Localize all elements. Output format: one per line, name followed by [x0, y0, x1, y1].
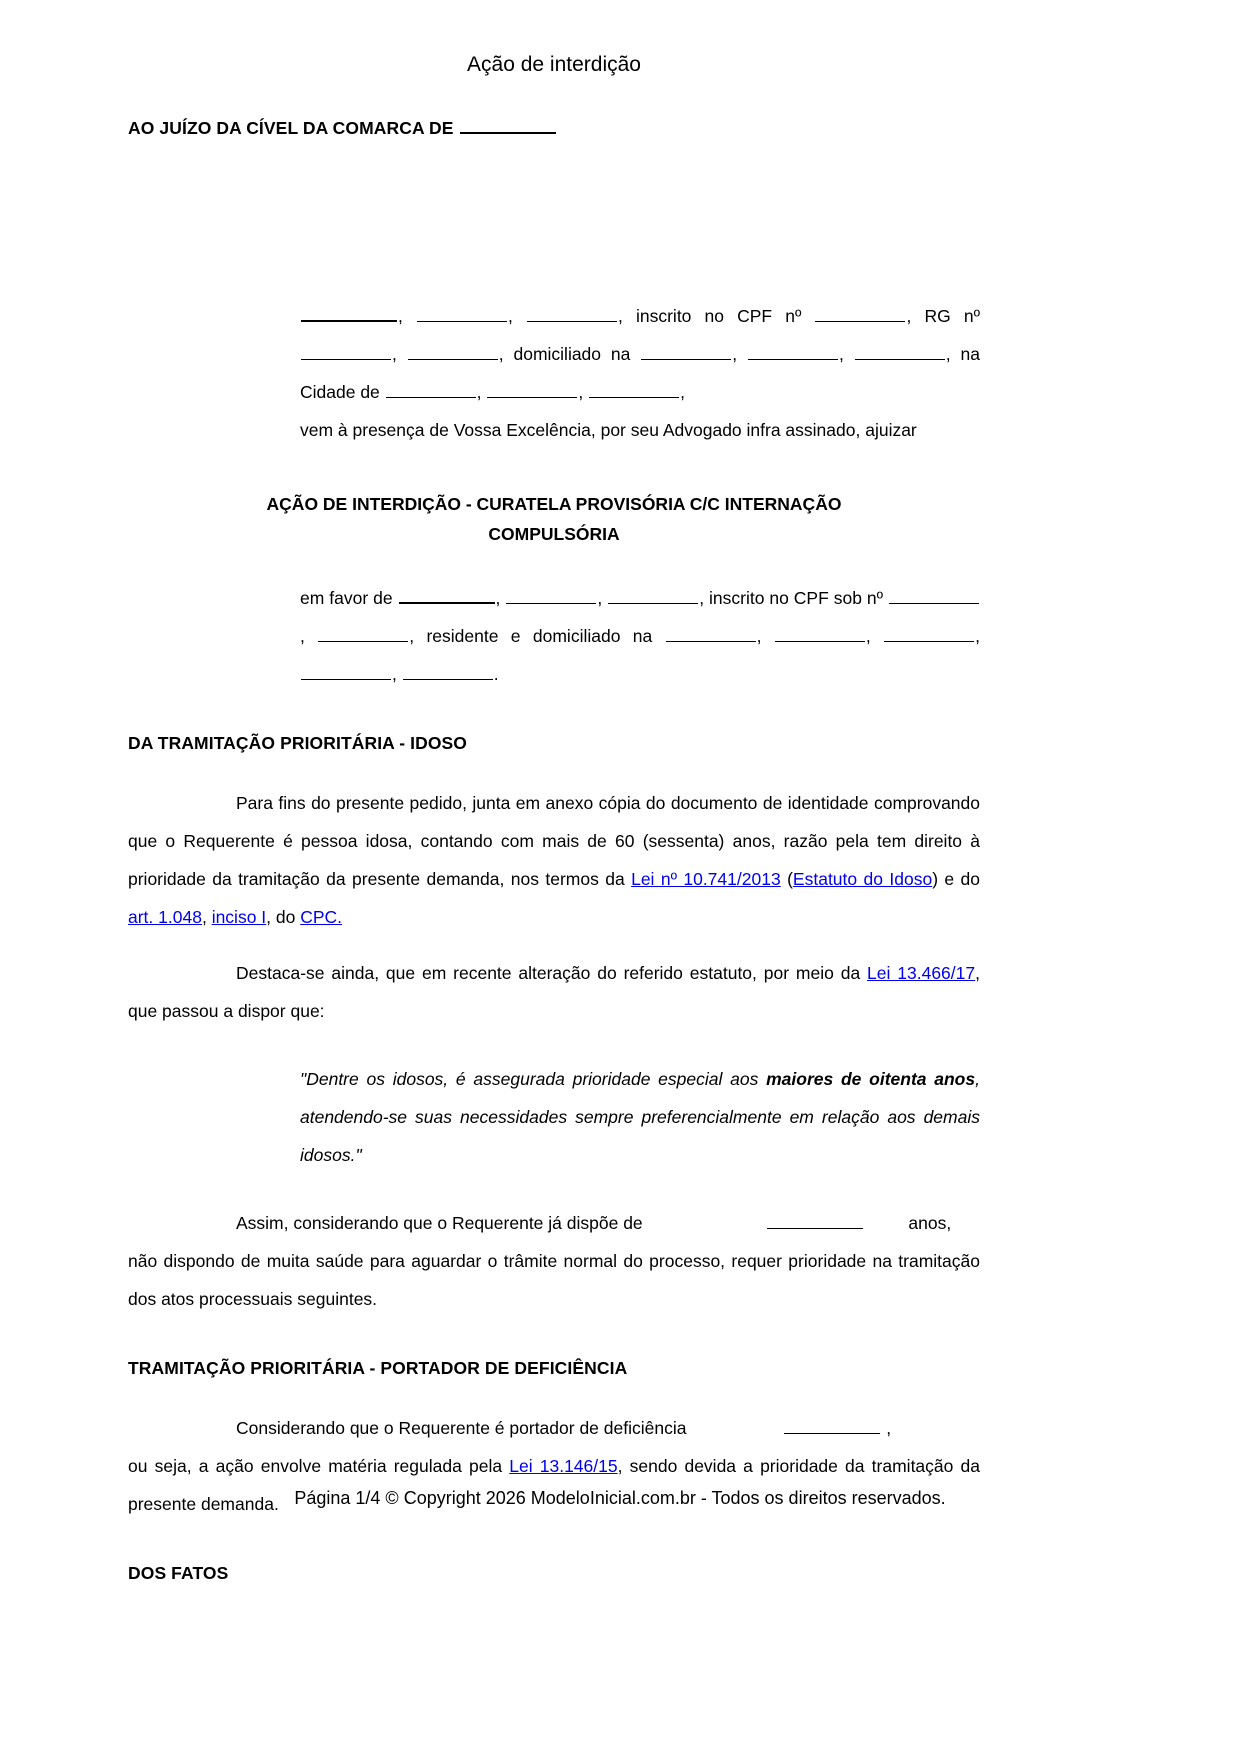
- link-lei-13146[interactable]: Lei 13.146/15: [509, 1456, 618, 1477]
- idoso-p2-text-a: Destaca-se ainda, que em recente alteração do referido estatuto, por meio da: [236, 963, 868, 984]
- interditando-nome-blank[interactable]: [399, 586, 495, 604]
- page-title: Ação de interdição: [467, 53, 641, 76]
- requerente-orgao-blank[interactable]: [408, 343, 498, 360]
- link-art-1048[interactable]: art. 1.048: [128, 907, 202, 928]
- sep-comma-9: ,: [680, 382, 686, 403]
- idoso-p1-text-b: (: [780, 869, 793, 890]
- spacer-after-case-title: [128, 549, 980, 579]
- sep2-comma-4: ,: [756, 626, 762, 647]
- vem-a-presenca-paragraph: vem à presença de Vossa Excelência, por seu Advogado infra assinado, ajuizar: [300, 420, 917, 441]
- requerente-estadocivil-blank[interactable]: [527, 305, 617, 322]
- page-footer: [0, 1488, 1240, 1509]
- case-title-line2: COMPULSÓRIA: [488, 524, 620, 545]
- idoso-paragraph-3-line1: [128, 1204, 980, 1242]
- link-lei-10741[interactable]: Lei nº 10.741/2013: [631, 869, 781, 890]
- idoso-paragraph-1: [128, 784, 980, 936]
- spacer-after-idoso-heading: [128, 754, 980, 784]
- requerente-rg-blank[interactable]: [301, 343, 391, 360]
- idoso-p3-text-a: Assim, considerando que o Requerente já dispõe de: [236, 1213, 643, 1234]
- interditando-endereco-blank[interactable]: [666, 625, 756, 642]
- spacer-before-fatos: [128, 1523, 980, 1563]
- cpf-label: , inscrito no CPF nº: [618, 306, 802, 327]
- spacer-after-deficiencia-heading: [128, 1379, 980, 1409]
- em-favor-de-label: em favor de: [300, 588, 393, 609]
- idoso-paragraph-2: [128, 954, 980, 1030]
- idade-blank[interactable]: [767, 1212, 863, 1229]
- spacer-top: [128, 139, 980, 297]
- requerente-nacionalidade-blank[interactable]: [417, 305, 507, 322]
- link-cpc[interactable]: CPC.: [300, 907, 343, 928]
- requerente-cidade-blank[interactable]: [386, 381, 476, 398]
- sep-comma-2: ,: [508, 306, 513, 327]
- sep-comma-8: ,: [578, 382, 584, 403]
- interditando-bairro-blank[interactable]: [884, 625, 974, 642]
- residente-label: , residente e domiciliado na: [409, 626, 653, 647]
- requerente-endereco-blank[interactable]: [641, 343, 731, 360]
- addressee-label: AO JUÍZO DA CÍVEL DA COMARCA DE: [128, 118, 454, 139]
- idoso-p1-text-c: ) e do: [932, 869, 980, 890]
- document-content: [128, 0, 980, 1584]
- quote-text-b: , atendendo-se suas necessidades sempre preferencialmente em relação aos demais idosos.": [300, 1069, 980, 1166]
- idoso-paragraph-3-rest: não dispondo de muita saúde para aguardar o trâmite normal do processo, requer prioridade na tramitação dos atos processuais seguintes.: [128, 1251, 980, 1310]
- deficiencia-paragraph-2: [128, 1447, 980, 1523]
- deficiencia-p2-text-a: ou seja, a ação envolve matéria regulada pela: [128, 1456, 510, 1477]
- spacer-before-idoso: [128, 693, 980, 733]
- requerente-nome-blank[interactable]: [301, 304, 397, 322]
- case-title: [128, 489, 980, 549]
- requerente-bairro-blank[interactable]: [855, 343, 945, 360]
- requerente-qualification-paragraph: [300, 297, 980, 411]
- sep2-comma-3: ,: [300, 626, 305, 647]
- cidade-label: , na Cidade de: [300, 344, 980, 403]
- cpf-sob-label: , inscrito no CPF sob nº: [699, 588, 884, 609]
- requerente-cep-blank[interactable]: [589, 381, 679, 398]
- sep2-comma-7: ,: [392, 664, 397, 685]
- interditando-nacionalidade-blank[interactable]: [506, 587, 596, 604]
- idoso-p2-text-b: , que passou a dispor que:: [128, 963, 980, 1022]
- sep-comma-7: ,: [476, 382, 482, 403]
- spacer-before-deficiencia: [128, 1318, 980, 1358]
- requerente-estado-blank[interactable]: [487, 381, 577, 398]
- sep2-comma-5: ,: [865, 626, 871, 647]
- link-lei-13466[interactable]: Lei 13.466/17: [867, 963, 976, 984]
- interditando-qualification-block: [300, 579, 980, 693]
- interditando-numero-blank[interactable]: [775, 625, 865, 642]
- link-estatuto-do-idoso[interactable]: Estatuto do Idoso: [792, 869, 933, 890]
- idoso-p1-text-d: ,: [201, 907, 212, 928]
- sep2-comma-2: ,: [597, 588, 603, 609]
- spacer-before-quote: [128, 1030, 980, 1060]
- deficiencia-tipo-blank[interactable]: [784, 1417, 880, 1434]
- sep-comma-6: ,: [839, 344, 844, 365]
- deficiencia-paragraph-1-line1: [128, 1409, 980, 1447]
- interditando-qualification-paragraph: [300, 579, 980, 693]
- sep2-period: .: [493, 664, 499, 685]
- section-heading-fatos: DOS FATOS: [128, 1563, 229, 1584]
- sep2-comma-1: ,: [495, 588, 501, 609]
- interditando-cidade-blank[interactable]: [301, 663, 391, 680]
- requerente-numero-blank[interactable]: [748, 343, 838, 360]
- link-inciso-i[interactable]: inciso I: [211, 907, 267, 928]
- interditando-rg-blank[interactable]: [318, 625, 408, 642]
- sep-comma-1: ,: [398, 306, 403, 327]
- comarca-blank[interactable]: [460, 116, 556, 134]
- domiciliado-label: , domiciliado na: [498, 344, 631, 365]
- footer-text: Página 1/4 © Copyright 2026 ModeloInicial.com.br - Todos os direitos reservados.: [294, 1488, 946, 1508]
- deficiencia-p2-text-b: , sendo devida a prioridade da tramitação da presente demanda.: [128, 1456, 980, 1515]
- interditando-cpf-blank[interactable]: [889, 587, 979, 604]
- spacer-after-quote: [128, 1174, 980, 1204]
- sep-comma-4: ,: [392, 344, 397, 365]
- idoso-p1-text-a: Para fins do presente pedido, junta em anexo cópia do documento de identidade comprovando que o Requerente é pessoa idosa, contando com mais de 60 (sessenta) anos, razão pela tem direito à prioridade da tramitação da presente demanda, nos termos da: [128, 793, 980, 890]
- idoso-p1-text-e: , do: [266, 907, 301, 928]
- spacer-before-case-title: [128, 449, 980, 489]
- rg-label: RG nº: [924, 306, 980, 327]
- idoso-quote-block: [300, 1060, 980, 1174]
- quote-text-bold: maiores de oitenta anos: [766, 1069, 976, 1090]
- addressee-heading: [128, 116, 980, 139]
- idoso-p3-text-b: anos,: [908, 1213, 952, 1234]
- deficiencia-p1-text-a: Considerando que o Requerente é portador de deficiência: [236, 1418, 687, 1439]
- deficiencia-p1-text-b: ,: [886, 1418, 892, 1439]
- requerente-cpf-blank[interactable]: [815, 305, 905, 322]
- interditando-cep-blank[interactable]: [403, 663, 493, 680]
- spacer-idoso-p1-p2: [128, 936, 980, 954]
- section-heading-deficiencia: TRAMITAÇÃO PRIORITÁRIA - PORTADOR DE DEFICIÊNCIA: [128, 1358, 628, 1379]
- sep2-comma-6: ,: [975, 626, 980, 647]
- sep-comma-3: ,: [906, 306, 912, 327]
- quote-text-a: "Dentre os idosos, é assegurada prioridade especial aos: [300, 1069, 767, 1090]
- section-heading-idoso: DA TRAMITAÇÃO PRIORITÁRIA - IDOSO: [128, 733, 468, 754]
- sep-comma-5: ,: [732, 344, 738, 365]
- case-title-line1: AÇÃO DE INTERDIÇÃO - CURATELA PROVISÓRIA C/C INTERNAÇÃO: [266, 494, 842, 515]
- requerente-qualification-block: [300, 297, 980, 449]
- interditando-estadocivil-blank[interactable]: [608, 587, 698, 604]
